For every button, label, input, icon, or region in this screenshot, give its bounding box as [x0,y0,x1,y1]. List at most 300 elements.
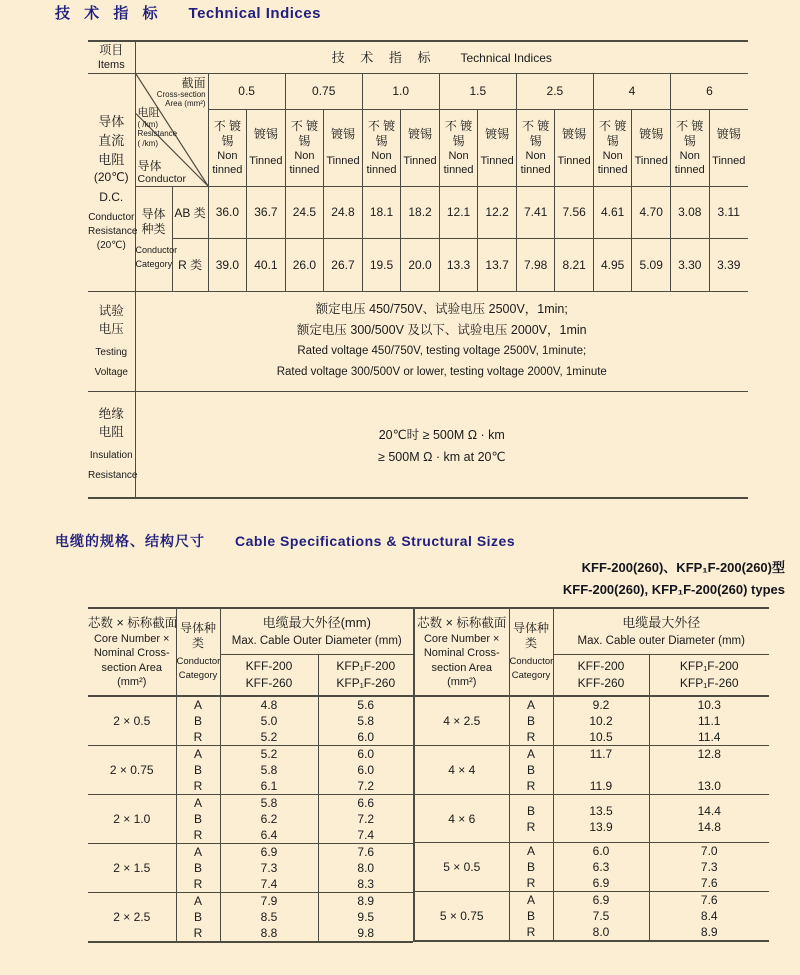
testing-voltage-text: 额定电压 300/500V 及以下、试验电压 2000V，1min [296,323,587,337]
value-line: 7.3 [700,860,718,874]
section1-title [55,2,321,23]
value-line: 11.9 [589,779,613,793]
value-line: 9.8 [357,926,375,940]
ab-value-cell: 3.11 [709,186,748,238]
section1-title-zh: 技 术 指 标 [55,5,163,22]
kfp-column-header [318,654,413,696]
ab-value-cell: 24.5 [285,186,324,238]
category-line: A [193,698,202,712]
nontinned-line: Non [679,149,700,162]
r-value-cell: 13.7 [478,238,517,291]
nontinned-line: Non [602,149,623,162]
kff-header-line: KFF-200 [245,658,293,673]
value-line: 13.9 [589,819,613,834]
tinned-header-cell [324,109,363,186]
nontinned-line: 锡 [606,133,619,148]
value-line: 6.9 [260,845,278,859]
table1-header-en: Technical Indices [460,51,552,66]
nontinned-line: 锡 [452,133,465,148]
cable-types-line: KFF-200(260), KFP₁F-200(260) types [562,582,785,597]
nontinned-line: Non [525,149,546,162]
nontinned-header-cell [285,109,324,186]
tinned-header-cell [247,109,286,186]
tinned-line: Tinned [634,155,668,167]
testing-voltage-line: 电压 [98,322,124,336]
cross-section-value: 2.5 [516,73,593,109]
value-line: 6.2 [260,812,278,826]
kfp-values [649,843,769,892]
category-header-cell [176,608,220,696]
category-lines [176,746,220,795]
insulation-label-line: Insulation [89,450,133,462]
dc-resistance-label-cell [88,73,138,291]
kff-values [553,892,649,942]
category-line: B [526,763,535,777]
resistance-unit: ( /km) [137,138,158,148]
dc-label-line: Conductor [88,211,135,223]
cable-types-subtitle [563,557,785,601]
testing-voltage-content [135,291,748,391]
max-diameter-zh: 电缆最大外径 [622,615,701,631]
max-diameter-zh: 电缆最大外径(mm) [262,615,371,631]
kff-values [220,746,318,795]
kfp-header-line: KFP₁F-200 [336,658,396,673]
tinned-line: Tinned [712,155,746,167]
r-value-cell: 8.21 [555,238,594,291]
ab-value-cell: 18.2 [401,186,440,238]
insulation-text: 20℃时 ≥ 500M Ω · km [378,427,505,442]
category-label-line: Category [135,258,173,269]
category-line: R [526,779,536,793]
max-diameter-header [220,608,413,654]
tinned-line: 镀锡 [485,127,510,141]
kff-values [220,795,318,844]
section2-title [55,531,515,551]
category-line: A [526,844,535,858]
nontinned-line: tinned [212,163,243,176]
cable-sizes-table-left [88,607,413,943]
kfp-values [318,795,413,844]
category-label-line: Conductor [135,244,178,255]
kfp-values [649,892,769,942]
technical-indices-table [88,40,748,499]
kff-values [553,795,649,843]
value-line: 8.3 [357,877,375,891]
value-line: 4.8 [260,698,278,712]
tinned-line: 镀锡 [253,127,278,141]
resistance-unit: ( /km) [137,119,158,129]
tinned-line: Tinned [326,155,360,167]
size-cell: 4 × 6 [414,795,509,843]
size-cell: 2 × 0.75 [88,746,176,795]
nontinned-line: tinned [289,163,320,176]
kfp-header-line: KFP₁F-200 [679,658,739,673]
insulation-resistance-content [135,391,748,498]
kff-values [553,696,649,746]
tinned-line: Tinned [480,155,514,167]
size-cell: 2 × 2.5 [88,893,176,943]
value-line: 8.4 [700,909,718,923]
category-line: R [193,779,203,793]
nontinned-header-cell [670,109,709,186]
tinned-header-cell [478,109,517,186]
kff-values [220,844,318,893]
category-line: A [193,796,202,810]
conductor-category-label-cell [135,186,178,291]
value-line: 13.0 [697,779,721,793]
nontinned-line: Non [448,149,469,162]
value-line [554,762,649,778]
kff-column-header [553,654,649,696]
value-line: 5.2 [260,730,278,744]
nontinned-header-cell [439,109,478,186]
category-lines [509,696,553,746]
category-header-line: Category [511,670,551,681]
size-cell: 2 × 1.0 [88,795,176,844]
category-header-line: Category [178,670,218,681]
category-lines [509,843,553,892]
category-lines [176,696,220,746]
kfp-values [318,746,413,795]
r-class-cell: R 类 [172,238,208,291]
core-header-line: 芯数 × 标称截面 [88,615,178,630]
value-line: 8.5 [260,910,278,924]
value-line: 8.9 [357,894,375,908]
nontinned-line: 不 镀 [367,118,396,133]
value-line: 11.1 [698,714,721,728]
ab-value-cell: 12.1 [439,186,478,238]
value-line: 6.0 [357,747,375,761]
r-value-cell: 3.30 [670,238,709,291]
value-line: 7.0 [700,844,718,858]
nontinned-line: 锡 [298,133,311,148]
testing-voltage-text: Rated voltage 450/750V, testing voltage 2500V, 1minute; [297,345,587,357]
testing-voltage-line: 试验 [98,304,124,318]
value-line: 8.9 [700,925,718,939]
core-header-line: 芯数 × 标称截面 [417,615,507,630]
value-line: 5.8 [260,763,278,777]
kfp-values [318,844,413,893]
nontinned-line: 不 镀 [213,118,242,133]
kff-values [220,893,318,943]
category-label-line: 种类 [141,221,166,236]
value-line: 6.3 [592,860,610,874]
cross-section-en: Cross-section [156,89,206,99]
value-line: 6.0 [592,844,610,858]
ab-value-cell: 4.70 [632,186,671,238]
core-header-line: (mm²) [117,676,147,688]
value-line: 6.1 [260,779,278,793]
cross-section-value: 4 [593,73,670,109]
r-value-cell: 7.98 [516,238,555,291]
size-cell: 4 × 4 [414,746,509,795]
category-line: R [193,926,203,940]
testing-voltage-line: Voltage [94,367,128,378]
r-value-cell: 4.95 [593,238,632,291]
category-lines [176,795,220,844]
value-line: 8.8 [260,926,278,940]
kff-header-line: KFF-200 [577,658,625,673]
kfp-values [649,696,769,746]
tinned-line: Tinned [557,155,591,167]
value-line: 5.8 [357,714,375,728]
ab-value-cell: 3.08 [670,186,709,238]
category-header-cell [509,608,553,696]
value-line: 5.6 [357,698,375,712]
max-diameter-header [553,608,769,654]
core-header-line: Core Number × [423,632,500,645]
ab-value-cell: 36.7 [247,186,286,238]
ab-value-cell: 4.61 [593,186,632,238]
r-value-cell: 40.1 [247,238,286,291]
kfp-column-header [649,654,769,696]
nontinned-line: 不 镀 [521,118,550,133]
value-line: 8.0 [357,861,375,875]
r-value-cell: 39.0 [208,238,247,291]
category-lines [509,746,553,795]
category-line: A [193,845,202,859]
table1-header-zh: 技 术 指 标 [331,50,437,66]
category-line: B [526,860,535,874]
category-line: B [526,909,535,923]
nontinned-line: 锡 [529,133,542,148]
value-line: 6.6 [357,796,375,810]
kff-header-line: KFF-260 [577,675,625,690]
testing-voltage-line: Testing [95,347,128,358]
value-line: 7.6 [357,845,375,859]
size-cell: 2 × 0.5 [88,696,176,746]
category-line: R [193,877,203,891]
value-line: 6.4 [260,828,278,842]
max-diameter-en: Max. Cable outer Diameter (mm) [577,635,745,648]
tinned-line: 镀锡 [408,127,433,141]
section1-title-en: Technical Indices [188,5,321,22]
items-label-en: Items [97,58,125,71]
ab-value-cell: 7.41 [516,186,555,238]
kff-values [553,843,649,892]
value-line: 8.0 [592,925,610,939]
nontinned-line: tinned [597,163,628,176]
r-value-cell: 26.0 [285,238,324,291]
category-line: A [193,747,202,761]
value-line: 9.2 [592,698,610,712]
category-lines [176,893,220,943]
insulation-text: ≥ 500M Ω · km at 20℃ [378,449,506,464]
kff-values [553,746,649,795]
category-header-line: Conductor [509,656,554,667]
value-line: 7.4 [260,877,278,891]
dc-label-line: 直流 [98,132,125,148]
dc-label-line: D.C. [99,189,124,204]
nontinned-header-cell [516,109,555,186]
r-value-cell: 19.5 [362,238,401,291]
size-cell: 5 × 0.75 [414,892,509,942]
category-lines [509,795,553,843]
value-line: 6.0 [357,763,375,777]
tinned-line: 镀锡 [716,127,741,141]
category-line: B [526,714,535,728]
nontinned-header-cell [593,109,632,186]
nontinned-line: Non [294,149,315,162]
table1-main-header [135,41,748,73]
size-cell: 4 × 2.5 [414,696,509,746]
nontinned-header-cell [208,109,247,186]
value-line: 7.9 [260,894,278,908]
value-line: 7.4 [357,828,375,842]
items-label-zh: 项目 [99,42,124,57]
tinned-header-cell [555,109,594,186]
tinned-line: 镀锡 [562,127,587,141]
value-line: 6.9 [592,893,610,907]
kfp-values [318,893,413,943]
value-line: 7.2 [357,779,375,793]
kff-header-line: KFF-260 [245,675,293,690]
ab-value-cell: 18.1 [362,186,401,238]
category-line: R [526,730,536,744]
tinned-header-cell [401,109,440,186]
diagonal-header-cell [135,73,208,186]
dc-label-line: (20℃) [93,169,129,184]
category-header-line: Conductor [176,656,221,667]
category-line: A [526,698,535,712]
dc-label-line: (20℃) [96,239,126,251]
value-line: 5.8 [260,796,278,810]
ab-value-cell: 36.0 [208,186,247,238]
cable-types-line: KFF-200(260)、KFP₁F-200(260)型 [581,560,785,575]
r-value-cell: 13.3 [439,238,478,291]
kff-values [220,696,318,746]
conductor-zh: 导体 [137,158,162,173]
category-line: B [193,861,202,875]
value-line: 6.9 [592,876,610,890]
nontinned-line: 锡 [221,133,234,148]
tinned-line: 镀锡 [639,127,664,141]
value-line: 10.5 [589,730,613,744]
insulation-label-line: 绝缘 [98,407,124,422]
nontinned-line: 不 镀 [290,118,319,133]
category-line: B [526,803,535,818]
cross-section-value: 0.75 [285,73,362,109]
nontinned-line: 锡 [683,133,696,148]
kfp-values [649,746,769,795]
max-diameter-en: Max. Cable Outer Diameter (mm) [231,635,402,648]
category-line: A [193,894,202,908]
value-line: 5.0 [260,714,278,728]
value-line [650,762,770,778]
kfp-header-line: KFP₁F-260 [336,675,396,690]
dc-label-line: 导体 [98,113,125,129]
category-line: B [193,763,202,777]
ab-value-cell: 24.8 [324,186,363,238]
items-header-cell [88,41,135,73]
category-line: R [526,819,536,834]
dc-label-line: Resistance [88,225,138,237]
core-header-line: section Area [101,661,163,674]
kfp-values [649,795,769,843]
value-line: 10.2 [589,714,613,728]
nontinned-line: tinned [674,163,705,176]
cross-section-label [157,76,206,109]
insulation-label-line: Resistance [88,470,138,482]
nontinned-line: 锡 [375,133,388,148]
category-line: A [526,747,535,761]
core-header-cell [88,608,176,696]
category-header-line: 导体种 [179,621,216,635]
value-line: 5.2 [260,747,278,761]
tinned-header-cell [632,109,671,186]
r-value-cell: 5.09 [632,238,671,291]
testing-voltage-text: Rated voltage 300/500V or lower, testing voltage 2000V, 1minute [276,366,607,378]
category-line: B [193,812,202,826]
value-line: 13.5 [589,803,613,818]
section2-title-zh: 电缆的规格、结构尺寸 [55,533,205,549]
value-line: 11.7 [589,747,613,761]
category-line: A [526,893,535,907]
category-header-line: 类 [191,636,204,650]
testing-voltage-label-cell [88,291,135,391]
size-cell: 2 × 1.5 [88,844,176,893]
category-line: R [193,730,203,744]
value-line: 7.3 [260,861,278,875]
nontinned-line: 不 镀 [676,118,704,133]
value-line: 9.5 [357,910,375,924]
value-line: 6.0 [357,730,375,744]
core-header-line: section Area [431,661,493,674]
insulation-resistance-label-cell [88,391,138,498]
category-line: B [193,714,202,728]
core-header-cell [414,608,509,696]
cross-section-unit: Area (mm²) [165,99,206,108]
cross-section-value: 1.0 [362,73,439,109]
cross-section-value: 1.5 [439,73,516,109]
category-header-line: 类 [524,636,537,650]
conductor-en: Conductor [137,172,186,185]
value-line: 10.3 [697,698,721,712]
kfp-values [318,696,413,746]
r-value-cell: 20.0 [401,238,440,291]
conductor-axis-label [138,160,186,185]
tinned-line: Tinned [249,155,283,167]
ab-value-cell: 12.2 [478,186,517,238]
category-header-line: 导体种 [512,621,549,635]
value-line: 7.6 [700,876,718,890]
core-header-line: Nominal Cross- [93,647,170,659]
r-value-cell: 26.7 [324,238,363,291]
kff-column-header [220,654,318,696]
value-line: 7.6 [700,893,718,907]
testing-voltage-text: 额定电压 450/750V、试验电压 2500V，1min; [315,302,568,316]
nontinned-line: Non [371,149,392,162]
value-line: 11.4 [698,730,721,744]
core-header-line: Core Number × [93,632,170,645]
insulation-label-line: 电阻 [98,425,124,440]
category-line: R [193,828,203,842]
nontinned-line: 不 镀 [599,118,627,133]
cross-section-value: 6 [670,73,748,109]
section2-title-en: Cable Specifications & Structural Sizes [235,533,516,549]
nontinned-line: Non [217,149,238,162]
resistance-zh: 电阻 [137,106,160,119]
kfp-header-line: KFP₁F-260 [679,675,739,690]
category-line: B [193,910,202,924]
value-line: 12.8 [697,747,721,761]
category-lines [509,892,553,942]
resistance-en: Resistance [137,129,178,138]
size-cell: 5 × 0.5 [414,843,509,892]
tinned-line: 镀锡 [330,127,355,141]
ab-class-cell: AB 类 [172,186,208,238]
cable-sizes-table-right [413,607,769,942]
